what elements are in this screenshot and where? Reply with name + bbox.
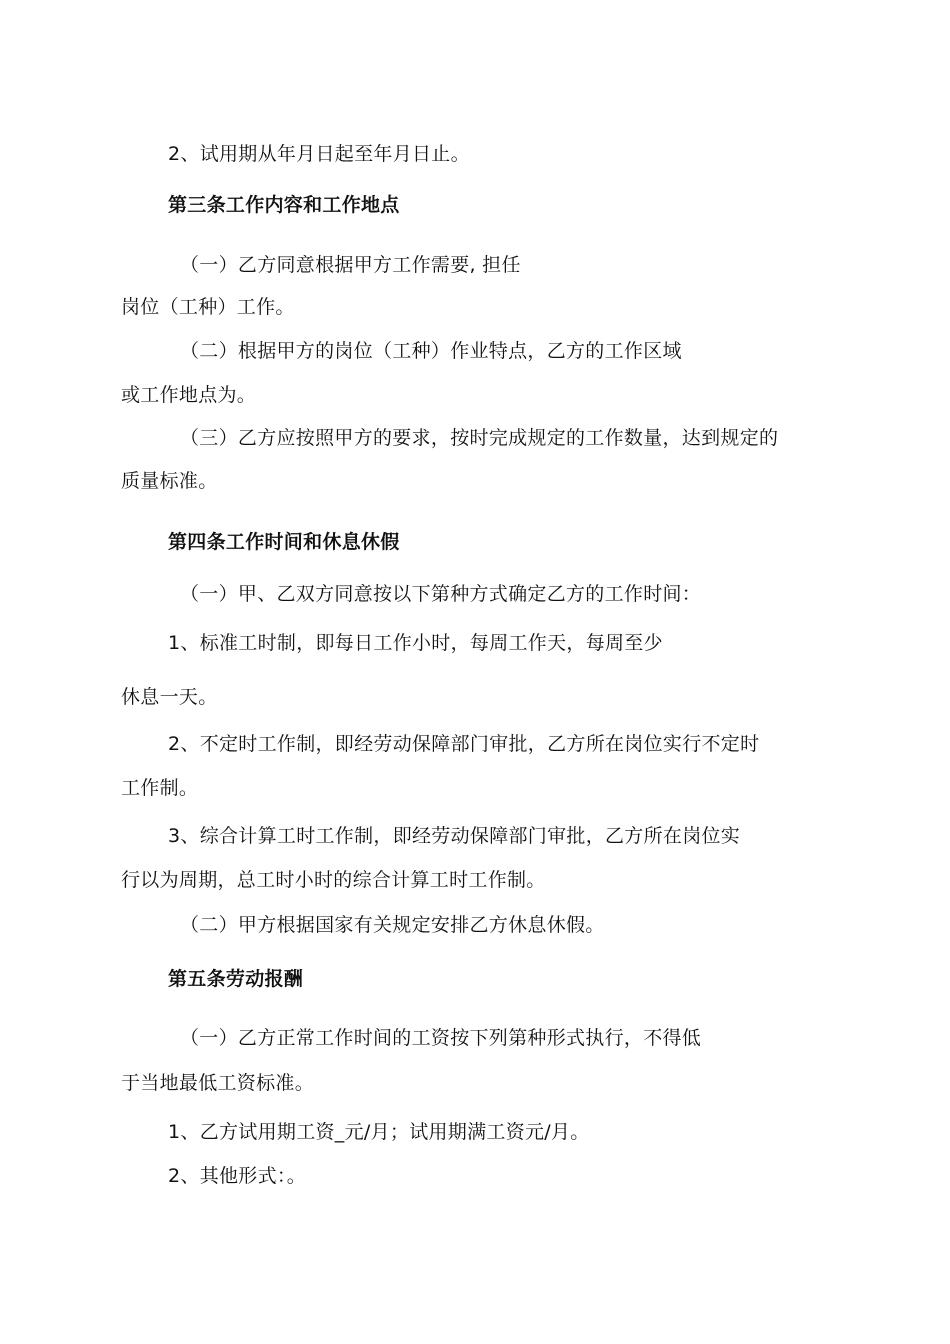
article-5-heading: 第五条劳动报酬 <box>168 968 304 990</box>
article-5-item-1-line-2: 于当地最低工资标准。 <box>121 1072 315 1094</box>
comprehensive-hours-line-1: 3、综合计算工时工作制，即经劳动保障部门审批，乙方所在岗位实 <box>168 825 741 847</box>
article-3-item-1-line-2: 岗位（工种）工作。 <box>121 296 295 318</box>
article-4-item-1-line: （一）甲、乙双方同意按以下第种方式确定乙方的工作时间： <box>180 583 702 605</box>
article-3-item-2-line-1: （二）根据甲方的岗位（工种）作业特点，乙方的工作区域 <box>180 340 682 362</box>
article-3-heading: 第三条工作内容和工作地点 <box>168 194 400 216</box>
comprehensive-hours-line-2: 行以为周期，总工时小时的综合计算工时工作制。 <box>121 869 546 891</box>
article-3-item-2-line-2: 或工作地点为。 <box>121 384 257 406</box>
standard-hours-line-1: 1、标准工时制，即每日工作小时，每周工作天，每周至少 <box>168 632 663 654</box>
standard-hours-line-2: 休息一天。 <box>121 686 218 708</box>
article-5-item-1-line-1: （一）乙方正常工作时间的工资按下列第种形式执行，不得低 <box>180 1027 702 1049</box>
article-3-item-3-line-2: 质量标准。 <box>121 470 218 492</box>
article-3-item-3-line-1: （三）乙方应按照甲方的要求，按时完成规定的工作数量，达到规定的 <box>180 427 779 449</box>
other-form-line: 2、其他形式：。 <box>168 1165 306 1187</box>
article-4-item-2-line: （二）甲方根据国家有关规定安排乙方休息休假。 <box>180 914 605 936</box>
article-4-heading: 第四条工作时间和休息休假 <box>168 531 400 553</box>
flexible-hours-line-2: 工作制。 <box>121 777 199 799</box>
probation-salary-line: 1、乙方试用期工资_元/月；试用期满工资元/月。 <box>168 1121 590 1143</box>
probation-period-line: 2、试用期从年月日起至年月日止。 <box>168 143 470 165</box>
flexible-hours-line-1: 2、不定时工作制，即经劳动保障部门审批，乙方所在岗位实行不定时 <box>168 733 760 755</box>
article-3-item-1-line-1: （一）乙方同意根据甲方工作需要, 担任 <box>180 254 521 276</box>
